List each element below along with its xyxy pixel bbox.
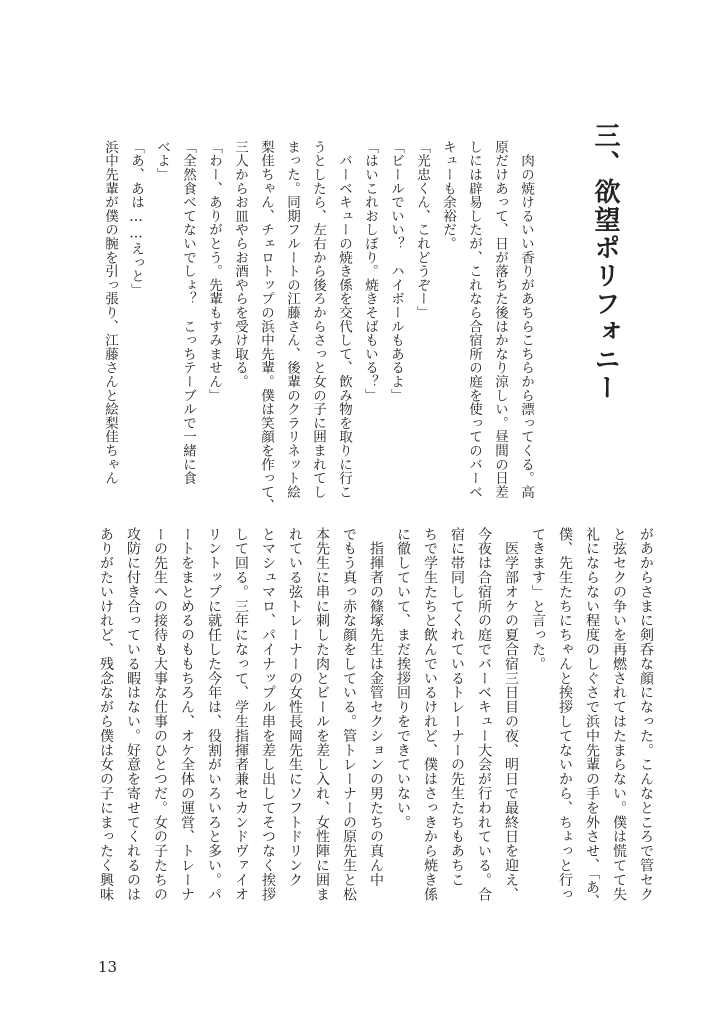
text-column: 宿に帯同してくれているトレーナーの先生たちもあちこ <box>449 527 465 887</box>
text-column: ちで学生たちと飲んでいるけれど、僕はさっきから焼き係 <box>422 527 438 902</box>
text-column: 原だけあって、日が落ちた後はかなり涼しい。昼間の日差 <box>492 140 508 499</box>
text-column: でもう真っ赤な顔をしている。管トレーナーの原先生と松 <box>341 527 357 902</box>
text-column: して回る。三年になって、学生指揮者兼セカンドヴァイオ <box>233 527 249 902</box>
text-column: 肉の焼けるいい香りがあちらこちらから漂ってくる。高 <box>518 140 534 499</box>
top-text-block <box>90 140 534 513</box>
chapter-title: 三、欲望ポリフォニー <box>590 122 620 402</box>
text-column: 「全然食べてないでしょ？ こっちテーブルで一緒に食 <box>180 140 196 485</box>
text-column: 僕、先生たちにちゃんと挨拶してないから、ちょっと行っ <box>557 527 573 902</box>
text-column: べよ」 <box>154 140 170 182</box>
text-column: バーベキューの焼き係を交代して、飲み物を取りに行こ <box>336 140 352 499</box>
text-column: 梨佳ちゃん、チェロトップの浜中先輩。僕は笑顔を作って、 <box>258 140 274 513</box>
text-column: 「ビールでいい？ ハイボールもあるよ」 <box>388 140 404 403</box>
text-column: キューも余裕だ。 <box>440 140 456 251</box>
text-column: があからさまに剣呑な顔になった。こんなところで管セク <box>638 527 654 902</box>
text-column: うとしたら、左右から後ろからさっと女の子に囲まれてし <box>310 140 326 499</box>
text-column: しには辟易したが、これなら合宿所の庭を使ってのバーベ <box>466 140 482 499</box>
text-column: ーの先生への接待も大事な仕事のひとつだ。女の子たちの <box>152 527 168 902</box>
text-column: 三人からお皿やらお酒やらを受け取る。 <box>232 140 248 389</box>
text-column: 礼にならない程度のしぐさで浜中先輩の手を外させ、「あ、 <box>584 527 600 909</box>
text-column: 指揮者の篠塚先生は金管セクションの男たちの真ん中 <box>368 527 384 887</box>
text-column: に徹していて、まだ挨拶回りをできていない。 <box>395 527 411 830</box>
text-column: ートをまとめるのももちろん、オケ全体の運営、トレーナ <box>179 527 195 902</box>
text-column: 本先生に串に刺した肉とビールを差し入れ、女性陣に囲ま <box>314 527 330 902</box>
text-column: ありがたいけれど、残念ながら僕は女の子にまったく興味 <box>98 527 114 902</box>
text-column: 「あ、あは……えっと」 <box>128 140 144 297</box>
text-column: まった。同期フルートの江藤さん、後輩のクラリネット絵 <box>284 140 300 499</box>
text-column: 「わー、ありがとう。先輩もすみません」 <box>206 140 222 403</box>
text-column: とマシュマロ、パイナップル串を差し出してそつなく挨拶 <box>260 527 276 902</box>
text-column: 浜中先輩が僕の腕を引っ張り、江藤さんと絵梨佳ちゃん <box>102 140 118 485</box>
text-column: 医学部オケの夏合宿三日目の夜、明日で最終日を迎え、 <box>503 527 519 902</box>
page-number: 13 <box>98 958 118 976</box>
text-column: 今夜は合宿所の庭でバーベキュー大会が行われている。合 <box>476 527 492 902</box>
text-column: れている弦トレーナーの女性長岡先生にソフトドリンク <box>287 527 303 887</box>
text-column: 「光忠くん、これどうぞー」 <box>414 140 430 320</box>
bottom-text-block <box>86 527 653 907</box>
text-column: てきます」と言った。 <box>530 527 546 671</box>
text-column: と弦セクの争いを再燃されてはたまらない。僕は慌てて失 <box>611 527 627 902</box>
text-column: 「はいこれおしぼり。焼きそばもいる？」 <box>362 140 378 403</box>
text-column: リントップに就任した今年は、役割がいろいろと多い。パ <box>206 527 222 902</box>
text-column: 攻防に付き合っている暇はない。好意を寄せてくれるのは <box>125 527 141 902</box>
